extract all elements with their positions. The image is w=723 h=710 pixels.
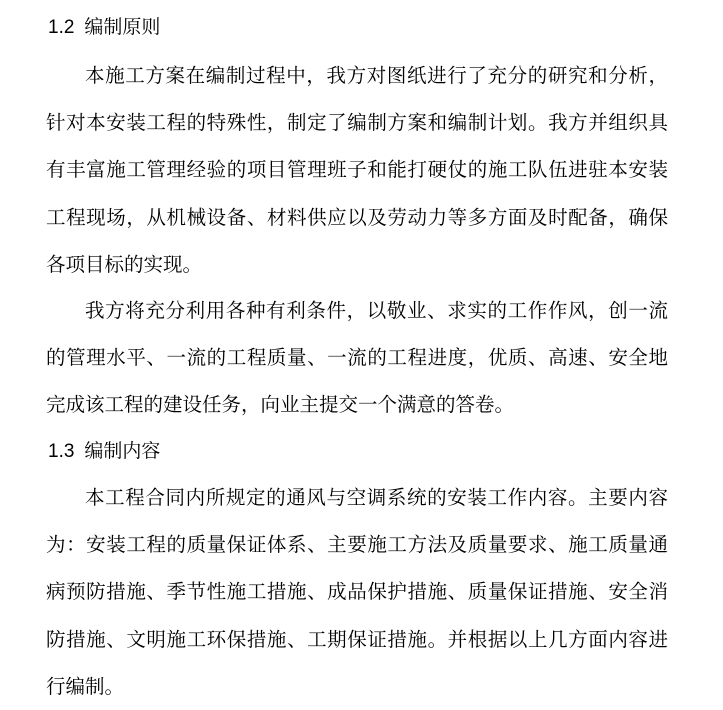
section-number: 1.3 xyxy=(48,441,75,462)
section-heading-1-2 xyxy=(48,15,160,40)
section-heading-1-3 xyxy=(48,439,160,464)
paragraph-principle-1: 本施工方案在编制过程中，我方对图纸进行了充分的研究和分析，针对本安装工程的特殊性，制定了编制方案和编制计划。我方并组织具有丰富施工管理经验的项目管理班子和能打硬仗的施工队伍进驻本安装工程现场，从机械设备、材料供应以及劳动力等多方面及时配备，确保各项目标的实现。 xyxy=(46,64,668,276)
section-number: 1.2 xyxy=(48,17,75,38)
paragraph-principle-2: 我方将充分利用各种有利条件，以敬业、求实的工作作风，创一流的管理水平、一流的工程质量、一流的工程进度，优质、高速、安全地完成该工程的建设任务，向业主提交一个满意的答卷。 xyxy=(46,299,668,417)
paragraph-content-1: 本工程合同内所规定的通风与空调系统的安装工作内容。主要内容为：安装工程的质量保证体系、主要施工方法及质量要求、施工质量通病预防措施、季节性施工措施、成品保护措施、质量保证措施、安全消防措施、文明施工环保措施、工期保证措施。并根据以上几方面内容进行编制。 xyxy=(46,486,668,698)
section-title: 编制内容 xyxy=(84,440,161,462)
section-title: 编制原则 xyxy=(84,16,161,38)
